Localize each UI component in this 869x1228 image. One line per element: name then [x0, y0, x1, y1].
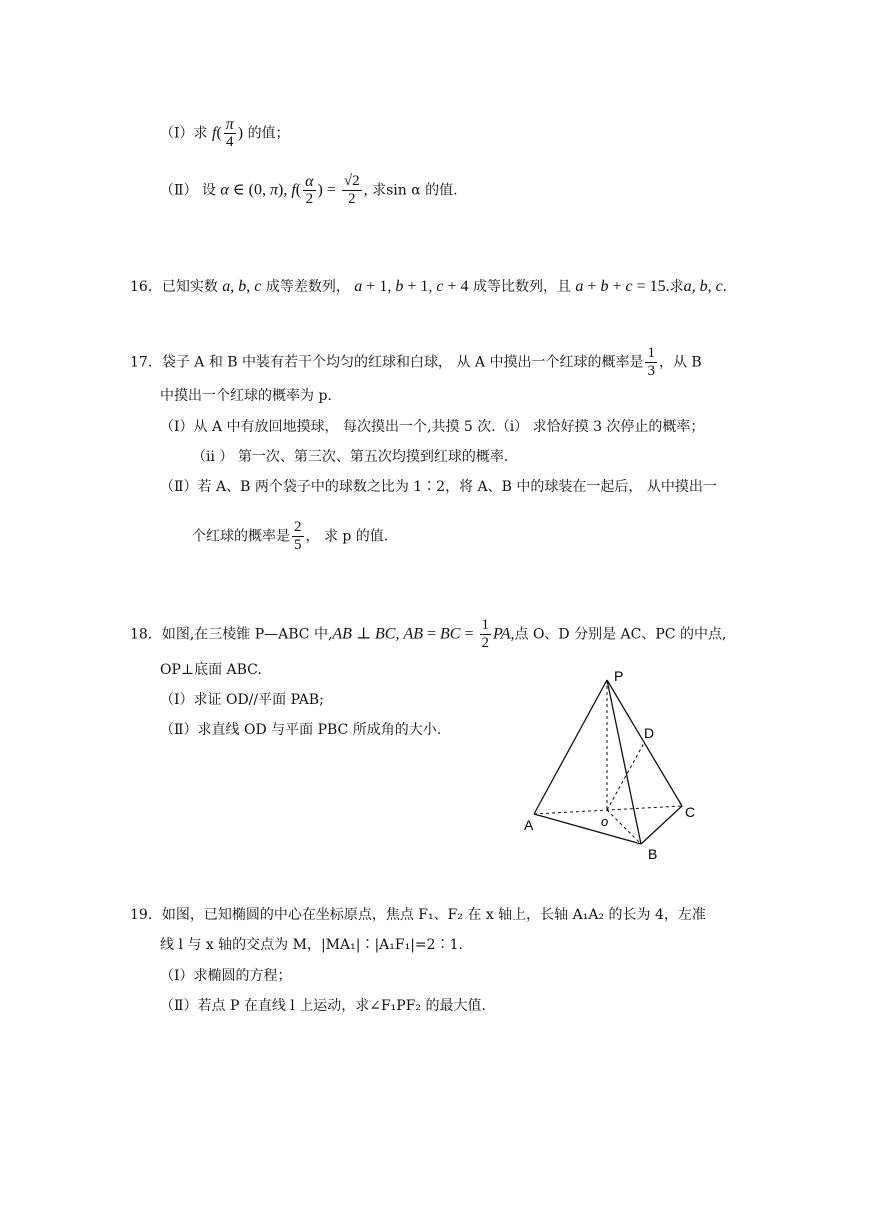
q17-line1-b: ，从 B — [658, 354, 702, 371]
label-B: B — [648, 846, 658, 862]
q19-line2: 线 l 与 x 轴的交点为 M，|MA₁|∶|A₁F₁|=2∶1. — [160, 937, 463, 953]
q15-part2: （Ⅱ） 设 α ∈ (0, π), f( $\frac{\alpha}{2}$ ) = $\frac{√2}{2}$ , 求sin α 的值. — [160, 173, 458, 207]
q18-line1-b: 点 O、D 分别是 AC、PC 的中点, — [514, 626, 727, 643]
q16-text-b: 成等差数列， — [265, 279, 350, 295]
q18-line3: （Ⅰ）求证 OD//平面 PAB; — [160, 692, 324, 708]
q15-part2-prefix: （Ⅱ） 设 — [160, 182, 216, 199]
q19-line3: （Ⅰ）求椭圆的方程； — [160, 968, 292, 984]
edge-PC — [607, 680, 682, 806]
label-A: A — [524, 817, 534, 833]
label-C: C — [685, 804, 696, 820]
q16: 16．已知实数 a, b, c 成等差数列， a + 1, b + 1, c + 4 成等比数列，且 a + b + c = 15.求a, b, c. — [130, 278, 727, 295]
q15-part1: （Ⅰ）求 f( $\frac{\pi}{4}$ ) 的值； — [160, 116, 290, 150]
q17-line1-a: 17．袋子 A 和 B 中装有若干个均匀的红球和白球， 从 A 中摸出一个红球的概率是 — [130, 354, 644, 371]
q17-line1: 17．袋子 A 和 B 中装有若干个均匀的红球和白球， 从 A 中摸出一个红球的概率是 $\frac{1}{3}$ ，从 B — [130, 345, 702, 379]
q17-line2: 中摸出一个红球的概率为 p. — [160, 388, 332, 404]
q17-line4: （ⅱ ） 第一次、第三次、第五次均摸到红球的概率. — [192, 449, 509, 465]
label-P: P — [614, 668, 624, 684]
segment-OD — [607, 743, 644, 810]
q17-line5: （Ⅱ）若 A、B 两个袋子中的球数之比为 1∶2，将 A、B 中的球装在一起后， 从中摸出一 — [160, 479, 717, 495]
q18-line1: 18．如图,在三棱锥 P—ABC 中,AB ⊥ BC, AB = BC = $\frac{1}{2}$ PA,点 O、D 分别是 AC、PC 的中点, — [130, 617, 727, 651]
q18-line4: （Ⅱ）求直线 OD 与平面 PBC 所成角的大小. — [160, 722, 442, 738]
q19-line4: （Ⅱ）若点 P 在直线 l 上运动，求∠F₁PF₂ 的最大值. — [160, 998, 486, 1014]
pyramid-figure — [510, 660, 710, 865]
q18-line1-a: 18．如图,在三棱锥 P—ABC 中, — [130, 626, 333, 643]
edge-BC — [641, 806, 682, 844]
q16-text-a: 16．已知实数 — [130, 279, 218, 295]
q19-line1: 19．如图，已知椭圆的中心在坐标原点，焦点 F₁、F₂ 在 x 轴上，长轴 A₁A₂ 的长为 4，左准 — [130, 907, 706, 923]
q16-text-c: 成等比数列，且 — [472, 279, 571, 295]
edge-AB — [534, 814, 641, 844]
q17-line6: 个红球的概率是 $\frac{2}{5}$ ， 求 p 的值. — [192, 519, 389, 553]
edge-PB — [607, 680, 641, 844]
q15-part2-suffix: 求sin α 的值. — [372, 182, 458, 199]
q17-line6-b: ， 求 p 的值. — [305, 528, 389, 545]
q17-line3: （Ⅰ）从 A 中有放回地摸球， 每次摸出一个,共摸 5 次.（ⅰ） 求恰好摸 3 次停止的概率； — [160, 419, 705, 435]
q17-line6-a: 个红球的概率是 — [192, 528, 290, 545]
q18-line2: OP⊥底面 ABC. — [160, 662, 262, 678]
q15-part1-suffix: 的值； — [247, 125, 290, 142]
label-D: D — [644, 725, 655, 741]
q15-part1-prefix: （Ⅰ）求 — [160, 125, 208, 142]
q16-text-d: 求 — [669, 279, 684, 295]
pi-over-4-fraction: $\frac{\pi}{4}$ — [225, 116, 234, 150]
edge-PA — [534, 680, 607, 814]
label-O: o — [601, 814, 609, 829]
